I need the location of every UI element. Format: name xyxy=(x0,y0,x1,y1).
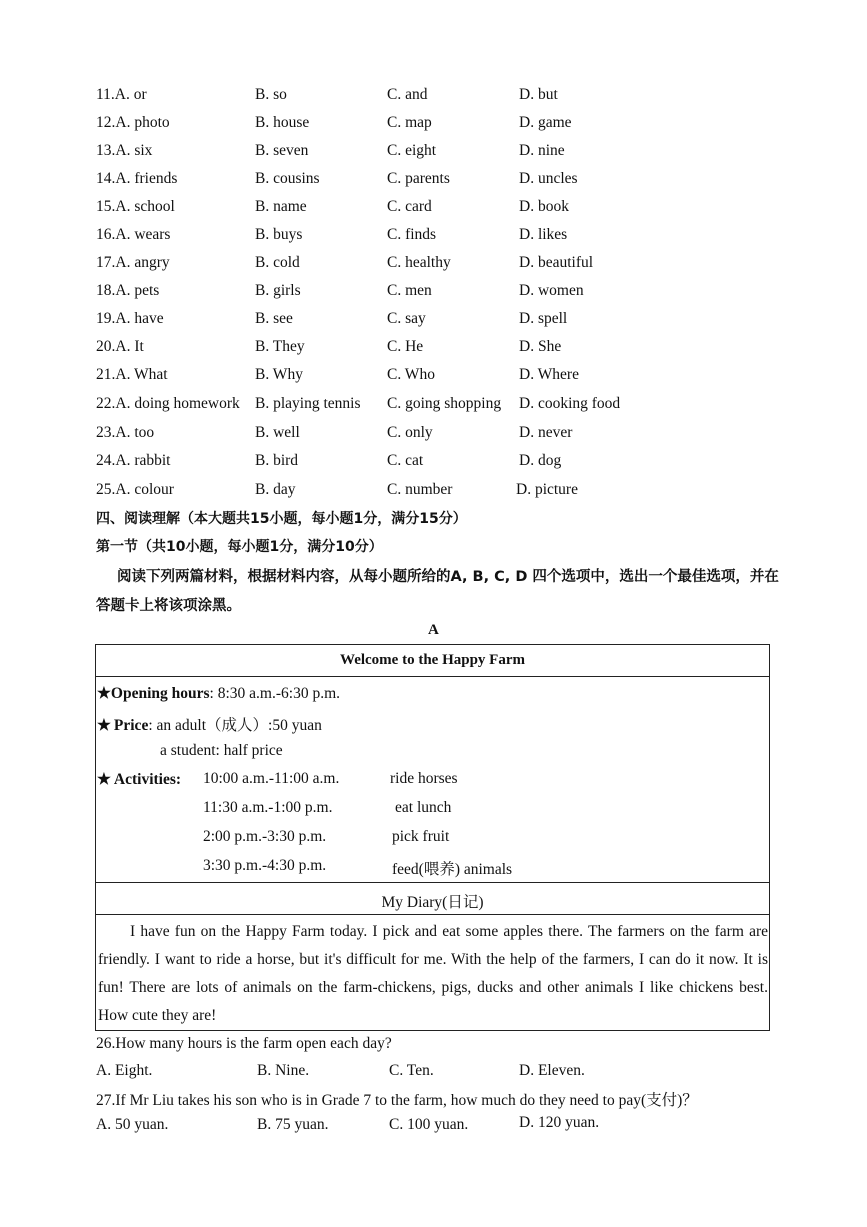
q27-option-d: D. 120 yuan. xyxy=(519,1114,600,1131)
q27-option-a: A. 50 yuan. xyxy=(96,1116,169,1133)
activity-time: 10:00 a.m.-11:00 a.m. xyxy=(203,770,340,787)
activity-time: 3:30 p.m.-4:30 p.m. xyxy=(203,857,327,874)
activities-label: Activities: xyxy=(113,771,182,788)
option-d: D. beautiful xyxy=(519,254,594,271)
option-d: D. likes xyxy=(519,226,568,243)
opening-hours-value: : 8:30 a.m.-6:30 p.m. xyxy=(209,685,340,702)
option-c: C. healthy xyxy=(387,254,451,271)
option-row-21 xyxy=(0,363,867,387)
option-c: C. parents xyxy=(387,170,450,187)
option-row-17 xyxy=(0,251,867,275)
activity-name: ride horses xyxy=(390,770,458,787)
option-b: B. cousins xyxy=(255,170,320,187)
option-row-23 xyxy=(0,421,867,445)
option-d: D. never xyxy=(519,424,573,441)
activity-name: eat lunch xyxy=(395,799,452,816)
star-icon: ★ xyxy=(97,771,111,788)
option-c: C. and xyxy=(387,86,428,103)
section-title: 四、阅读理解（本大题共15小题，每小题1分，满分15分） xyxy=(96,511,467,527)
option-d: D. She xyxy=(519,338,562,355)
divider xyxy=(95,676,770,677)
option-a: 12.A. photo xyxy=(96,114,170,131)
option-b: B. house xyxy=(255,114,310,131)
option-c: C. number xyxy=(387,481,453,498)
option-a: 14.A. friends xyxy=(96,170,178,187)
q27-option-c: C. 100 yuan. xyxy=(389,1116,469,1133)
option-c: C. going shopping xyxy=(387,395,502,412)
option-a: 20.A. It xyxy=(96,338,144,355)
option-d: D. dog xyxy=(519,452,562,469)
option-b: B. well xyxy=(255,424,300,441)
option-d: D. but xyxy=(519,86,558,103)
option-a: 19.A. have xyxy=(96,310,164,327)
option-d: D. game xyxy=(519,114,572,131)
option-c: C. say xyxy=(387,310,426,327)
option-a: 23.A. too xyxy=(96,424,155,441)
option-row-12 xyxy=(0,111,867,135)
option-a: 25.A. colour xyxy=(96,481,174,498)
option-c: C. finds xyxy=(387,226,437,243)
divider xyxy=(95,882,770,883)
option-b: B. day xyxy=(255,481,296,498)
option-d: D. uncles xyxy=(519,170,578,187)
activity-time: 11:30 a.m.-1:00 p.m. xyxy=(203,799,333,816)
diary-text: I have fun on the Happy Farm today. I pick and eat some apples there. The farmers on the farm are friendly. I want to ride a horse, but it's difficult for me. With the help of the farmers, I can do it now. It is fun! There are lots of animals on the farm-chickens, pigs, ducks and other animals I like chickens best. How cute they are! xyxy=(98,923,768,1024)
option-b: B. bird xyxy=(255,452,299,469)
option-row-18 xyxy=(0,279,867,303)
farm-title: Welcome to the Happy Farm xyxy=(340,652,525,668)
option-c: C. cat xyxy=(387,452,424,469)
option-b: B. name xyxy=(255,198,307,215)
option-a: 11.A. or xyxy=(96,86,147,103)
option-c: C. map xyxy=(387,114,432,131)
option-row-24 xyxy=(0,449,867,473)
q26-option-d: D. Eleven. xyxy=(519,1062,585,1079)
price-student: a student: half price xyxy=(160,742,283,759)
option-c: C. eight xyxy=(387,142,437,159)
opening-hours xyxy=(97,684,340,703)
option-d: D. nine xyxy=(519,142,565,159)
option-b: B. so xyxy=(255,86,287,103)
option-d: D. cooking food xyxy=(519,395,621,412)
option-a: 24.A. rabbit xyxy=(96,452,171,469)
activity-time: 2:00 p.m.-3:30 p.m. xyxy=(203,828,327,845)
opening-hours-label: Opening hours xyxy=(110,685,210,702)
q27-option-b: B. 75 yuan. xyxy=(257,1116,329,1133)
star-icon: ★ xyxy=(97,717,111,734)
q26-option-b: B. Nine. xyxy=(257,1062,310,1079)
option-b: B. They xyxy=(255,338,305,355)
option-row-16 xyxy=(0,223,867,247)
diary-title: My Diary(日记) xyxy=(381,894,484,911)
option-d: D. book xyxy=(519,198,569,215)
price xyxy=(97,713,322,735)
q26-option-c: C. Ten. xyxy=(389,1062,434,1079)
instruction-line-2: 答题卡上将该项涂黑。 xyxy=(96,598,241,614)
option-c: C. men xyxy=(387,282,432,299)
star-icon: ★ xyxy=(97,685,111,702)
activities-label-row xyxy=(97,770,181,789)
option-a: 16.A. wears xyxy=(96,226,171,243)
instruction-line-1: 阅读下列两篇材料，根据材料内容，从每小题所给的A, B, C, D 四个选项中，选出一个最佳选项，并在 xyxy=(117,569,779,585)
option-row-20 xyxy=(0,335,867,359)
option-d: D. Where xyxy=(519,366,579,383)
passage-label: A xyxy=(428,622,439,638)
option-c: C. He xyxy=(387,338,424,355)
option-b: B. Why xyxy=(255,366,303,383)
option-a: 18.A. pets xyxy=(96,282,160,299)
option-row-22 xyxy=(0,392,867,416)
price-label: Price xyxy=(113,717,149,734)
option-b: B. playing tennis xyxy=(255,395,361,412)
option-row-13 xyxy=(0,139,867,163)
divider xyxy=(95,914,770,915)
option-c: C. only xyxy=(387,424,433,441)
option-b: B. seven xyxy=(255,142,309,159)
option-b: B. see xyxy=(255,310,293,327)
option-a: 22.A. doing homework xyxy=(96,395,240,412)
option-b: B. buys xyxy=(255,226,303,243)
option-d: D. women xyxy=(519,282,584,299)
option-a: 13.A. six xyxy=(96,142,153,159)
q26-option-a: A. Eight. xyxy=(96,1062,153,1079)
question-27: 27.If Mr Liu takes his son who is in Grade 7 to the farm, how much do they need to pay(支付)？ xyxy=(96,1092,698,1109)
activity-name: pick fruit xyxy=(392,828,450,845)
option-b: B. girls xyxy=(255,282,301,299)
price-adult: : an adult（成人）:50 yuan xyxy=(148,717,322,734)
option-row-11 xyxy=(0,83,867,107)
option-a: 17.A. angry xyxy=(96,254,170,271)
option-c: C. card xyxy=(387,198,432,215)
option-row-15 xyxy=(0,195,867,219)
option-d: D. spell xyxy=(519,310,568,327)
option-a: 15.A. school xyxy=(96,198,175,215)
option-c: C. Who xyxy=(387,366,435,383)
activity-name: feed(喂养) animals xyxy=(392,861,513,878)
option-a: 21.A. What xyxy=(96,366,168,383)
question-26: 26.How many hours is the farm open each day? xyxy=(96,1035,392,1052)
option-d: D. picture xyxy=(516,481,578,498)
option-row-25 xyxy=(0,478,867,502)
option-row-19 xyxy=(0,307,867,331)
subsection-title: 第一节（共10小题，每小题1分，满分10分） xyxy=(96,539,383,555)
option-row-14 xyxy=(0,167,867,191)
option-b: B. cold xyxy=(255,254,300,271)
